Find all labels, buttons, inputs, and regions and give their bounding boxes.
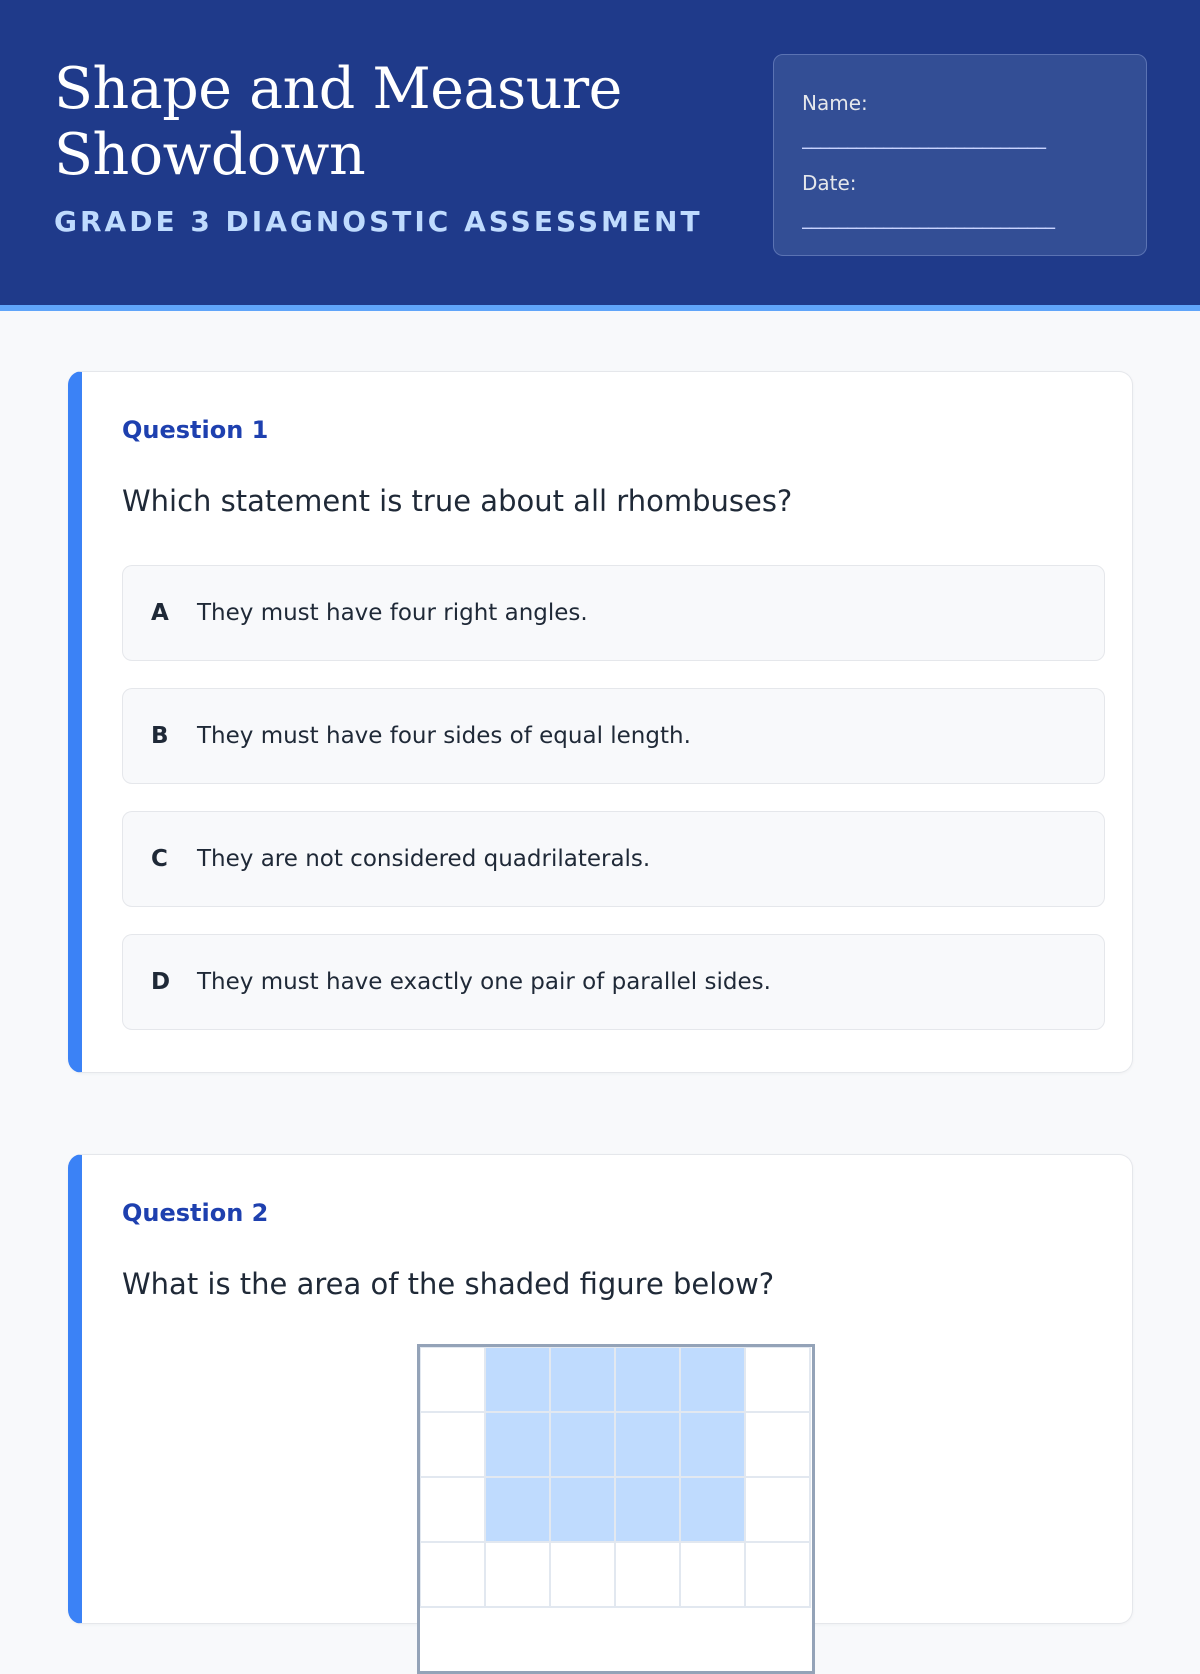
date-field[interactable]: ____________________________ (802, 205, 1054, 229)
grid-cell (420, 1347, 485, 1412)
grid-cell (745, 1542, 810, 1607)
grid-cell-shaded (615, 1412, 680, 1477)
grid-cell-shaded (485, 1347, 550, 1412)
option-letter: B (151, 723, 169, 749)
answer-option-b[interactable] (122, 688, 1105, 784)
question-label: Question 2 (122, 1199, 269, 1227)
name-label: Name: (802, 91, 868, 115)
option-letter: C (151, 846, 168, 872)
answer-option-c[interactable] (122, 811, 1105, 907)
name-field[interactable]: ___________________________ (802, 125, 1045, 149)
grid-cell-shaded (550, 1412, 615, 1477)
question-card-2 (68, 1154, 1133, 1624)
grid-cell-shaded (680, 1412, 745, 1477)
worksheet-title: Shape and Measure Showdown (54, 56, 622, 188)
grid-cell-shaded (485, 1412, 550, 1477)
grid-cell (550, 1542, 615, 1607)
grid-cell-shaded (550, 1347, 615, 1412)
answer-option-d[interactable] (122, 934, 1105, 1030)
grid-cell (745, 1347, 810, 1412)
grid-cell (745, 1412, 810, 1477)
grid-cell (420, 1412, 485, 1477)
option-text: They are not considered quadrilaterals. (197, 846, 651, 872)
grid-cell-shaded (680, 1477, 745, 1542)
grid-cell (680, 1542, 745, 1607)
date-label: Date: (802, 171, 857, 195)
grid-cell-shaded (485, 1477, 550, 1542)
option-text: They must have exactly one pair of parallel sides. (197, 969, 771, 995)
grid-cell-shaded (615, 1477, 680, 1542)
area-grid-svg (420, 1347, 812, 1671)
grid-cell (420, 1477, 485, 1542)
option-letter: D (151, 969, 171, 995)
grid-cell-shaded (615, 1347, 680, 1412)
grid-cell (420, 1542, 485, 1607)
question-card-1 (68, 371, 1133, 1073)
grid-cell (745, 1477, 810, 1542)
name-date-box (773, 54, 1147, 256)
worksheet-subtitle: GRADE 3 DIAGNOSTIC ASSESSMENT (54, 205, 703, 238)
grid-cell-shaded (550, 1477, 615, 1542)
option-text: They must have four sides of equal length. (197, 723, 691, 749)
grid-cell-shaded (680, 1347, 745, 1412)
option-text: They must have four right angles. (197, 600, 588, 626)
answer-option-a[interactable] (122, 565, 1105, 661)
question-label: Question 1 (122, 416, 269, 444)
area-grid-figure (417, 1344, 815, 1674)
grid-cell (485, 1542, 550, 1607)
worksheet-header (0, 0, 1200, 311)
question-text: What is the area of the shaded figure below? (122, 1267, 775, 1301)
question-text: Which statement is true about all rhombuses? (122, 484, 793, 518)
option-letter: A (151, 600, 169, 626)
grid-cell (615, 1542, 680, 1607)
